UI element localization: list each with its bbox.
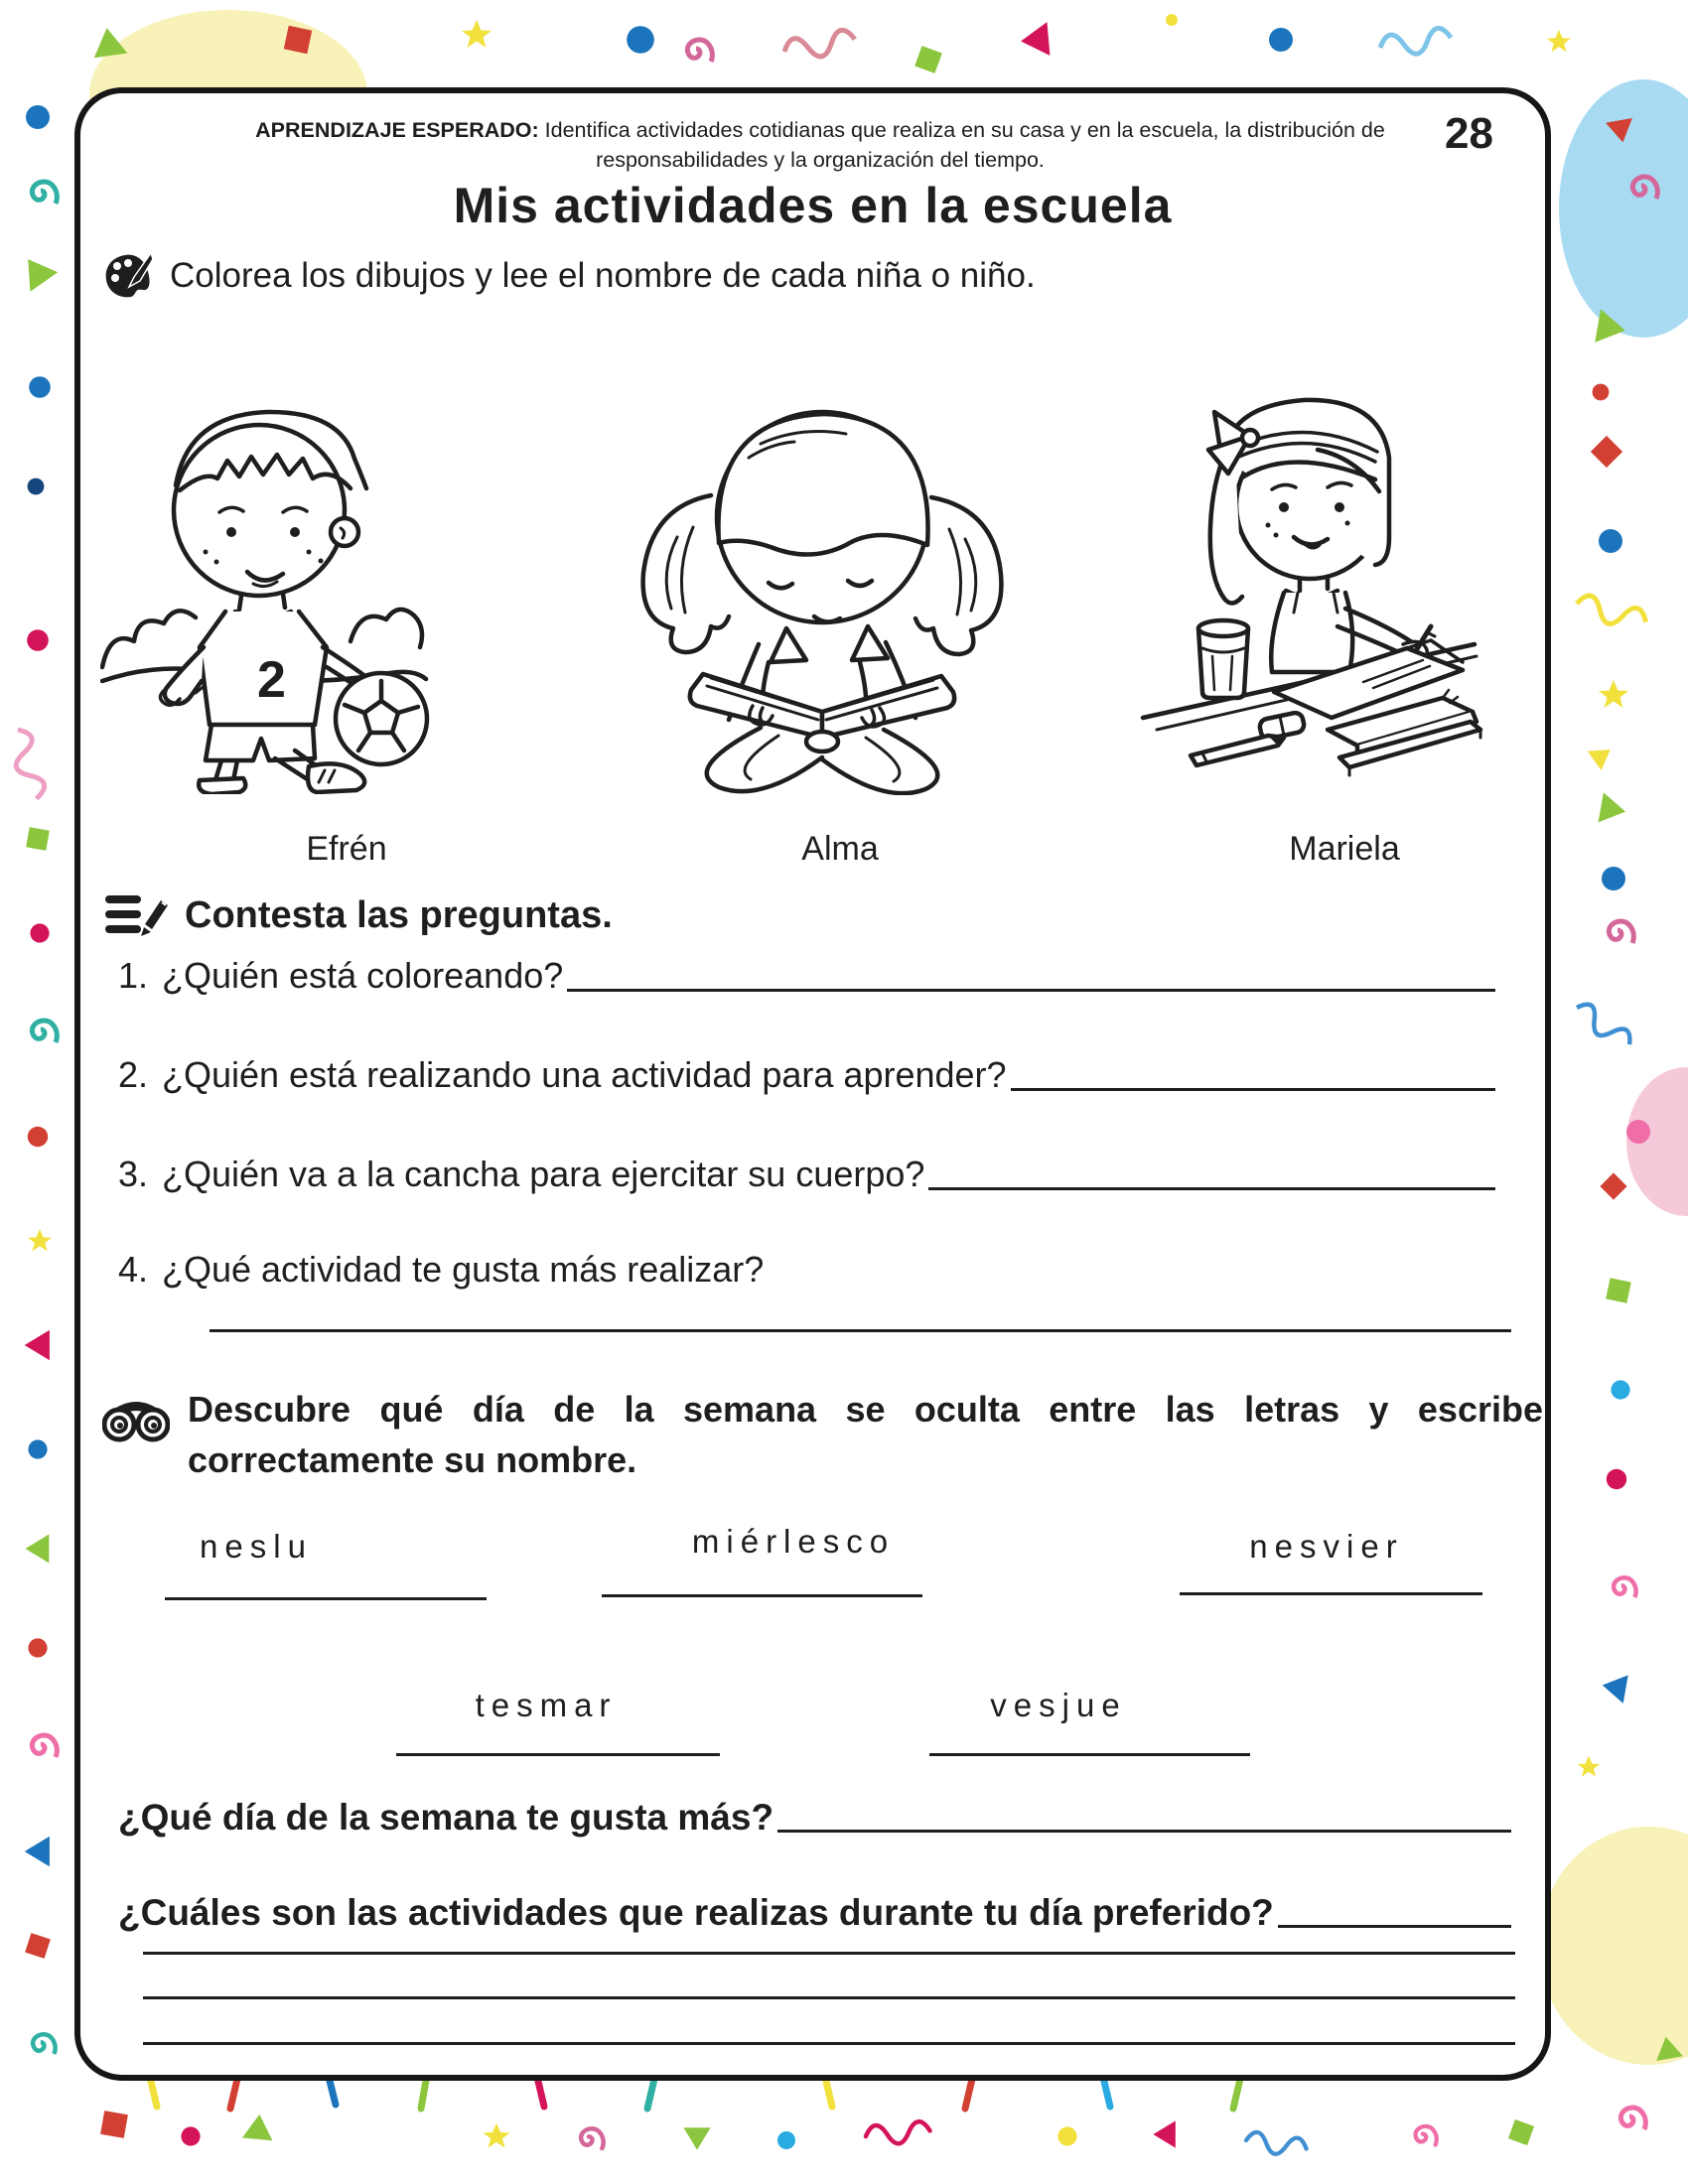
question-2-text: ¿Quién está realizando una actividad para aprender? <box>162 1054 1007 1095</box>
question-4-text: ¿Qué actividad te gusta más realizar? <box>162 1249 765 1290</box>
writing-line-3[interactable] <box>143 2042 1515 2045</box>
confetti-bottom <box>100 2073 1534 2158</box>
activities-question: ¿Cuáles son las actividades que realizas durante tu día preferido? <box>118 1892 1274 1933</box>
coloring-instruction-row <box>102 252 1036 300</box>
list-pencil-icon <box>105 890 169 940</box>
question-4 <box>118 1249 1495 1291</box>
illustration-efren-soccer <box>100 391 430 794</box>
answer-line-word1[interactable] <box>165 1597 487 1600</box>
answer-line-word2[interactable] <box>602 1594 922 1597</box>
answer-line-favorite-day[interactable] <box>777 1830 1511 1833</box>
character-name-efren: Efrén <box>306 830 387 868</box>
answer-line-activities-start[interactable] <box>1278 1925 1511 1928</box>
question-2-number: 2. <box>118 1054 149 1095</box>
question-4-number: 4. <box>118 1249 149 1290</box>
binoculars-icon <box>102 1392 170 1443</box>
scrambled-word-lunes: neslu <box>200 1528 313 1565</box>
scrambled-word-martes: tesmar <box>475 1687 618 1723</box>
scrambled-word-jueves: vesjue <box>990 1687 1127 1723</box>
writing-line-1[interactable] <box>143 1952 1515 1955</box>
question-1-number: 1. <box>118 955 149 996</box>
expected-learning-text: Identifica actividades cotidianas que realiza en su casa y en la escuela, la distribución de responsabilidades y la organización del tiempo. <box>538 118 1385 173</box>
scrambled-word-viernes: nesvier <box>1249 1528 1404 1565</box>
activities-question-row <box>118 1892 1511 1934</box>
character-name-alma: Alma <box>801 830 879 868</box>
question-2 <box>118 1054 1495 1096</box>
worksheet-card <box>74 87 1551 2081</box>
question-1 <box>118 955 1495 997</box>
question-1-text: ¿Quién está coloreando? <box>162 955 564 996</box>
coloring-instruction: Colorea los dibujos y lee el nombre de cada niña o niño. <box>170 256 1036 295</box>
question-3-text: ¿Quién va a la cancha para ejercitar su cuerpo? <box>162 1154 925 1194</box>
page-title: Mis actividades en la escuela <box>453 178 1173 233</box>
answer-line-word3[interactable] <box>1180 1592 1482 1595</box>
answer-line-q2[interactable] <box>1011 1088 1495 1091</box>
illustration-mariela-writing <box>1133 388 1486 783</box>
favorite-day-question: ¿Qué día de la semana te gusta más? <box>118 1797 774 1838</box>
questions-heading-row <box>105 890 613 940</box>
answer-line-q3[interactable] <box>928 1187 1495 1190</box>
answer-line-q4[interactable] <box>210 1329 1511 1332</box>
favorite-day-question-row <box>118 1797 1511 1839</box>
answer-line-word4[interactable] <box>396 1753 720 1756</box>
puzzle-heading-row <box>102 1384 1543 1485</box>
scrambled-word-miercoles: miérlesco <box>691 1523 896 1560</box>
expected-learning-label: APRENDIZAJE ESPERADO: <box>255 118 539 142</box>
confetti-left <box>7 105 58 2054</box>
character-name-mariela: Mariela <box>1289 830 1400 868</box>
palette-icon <box>102 252 154 300</box>
question-3-number: 3. <box>118 1154 149 1194</box>
expected-learning <box>239 115 1401 175</box>
questions-heading: Contesta las preguntas. <box>185 893 613 936</box>
question-3 <box>118 1154 1495 1195</box>
illustration-alma-reading <box>612 378 1039 795</box>
jersey-number: 2 <box>257 651 286 709</box>
puzzle-heading: Descubre qué día de la semana se oculta entre las letras y escribe correctamente su nombre. <box>188 1389 1543 1481</box>
writing-line-2[interactable] <box>143 1996 1515 1999</box>
answer-line-word5[interactable] <box>929 1753 1250 1756</box>
page-number: 28 <box>1445 109 1493 158</box>
answer-line-q1[interactable] <box>567 989 1495 992</box>
